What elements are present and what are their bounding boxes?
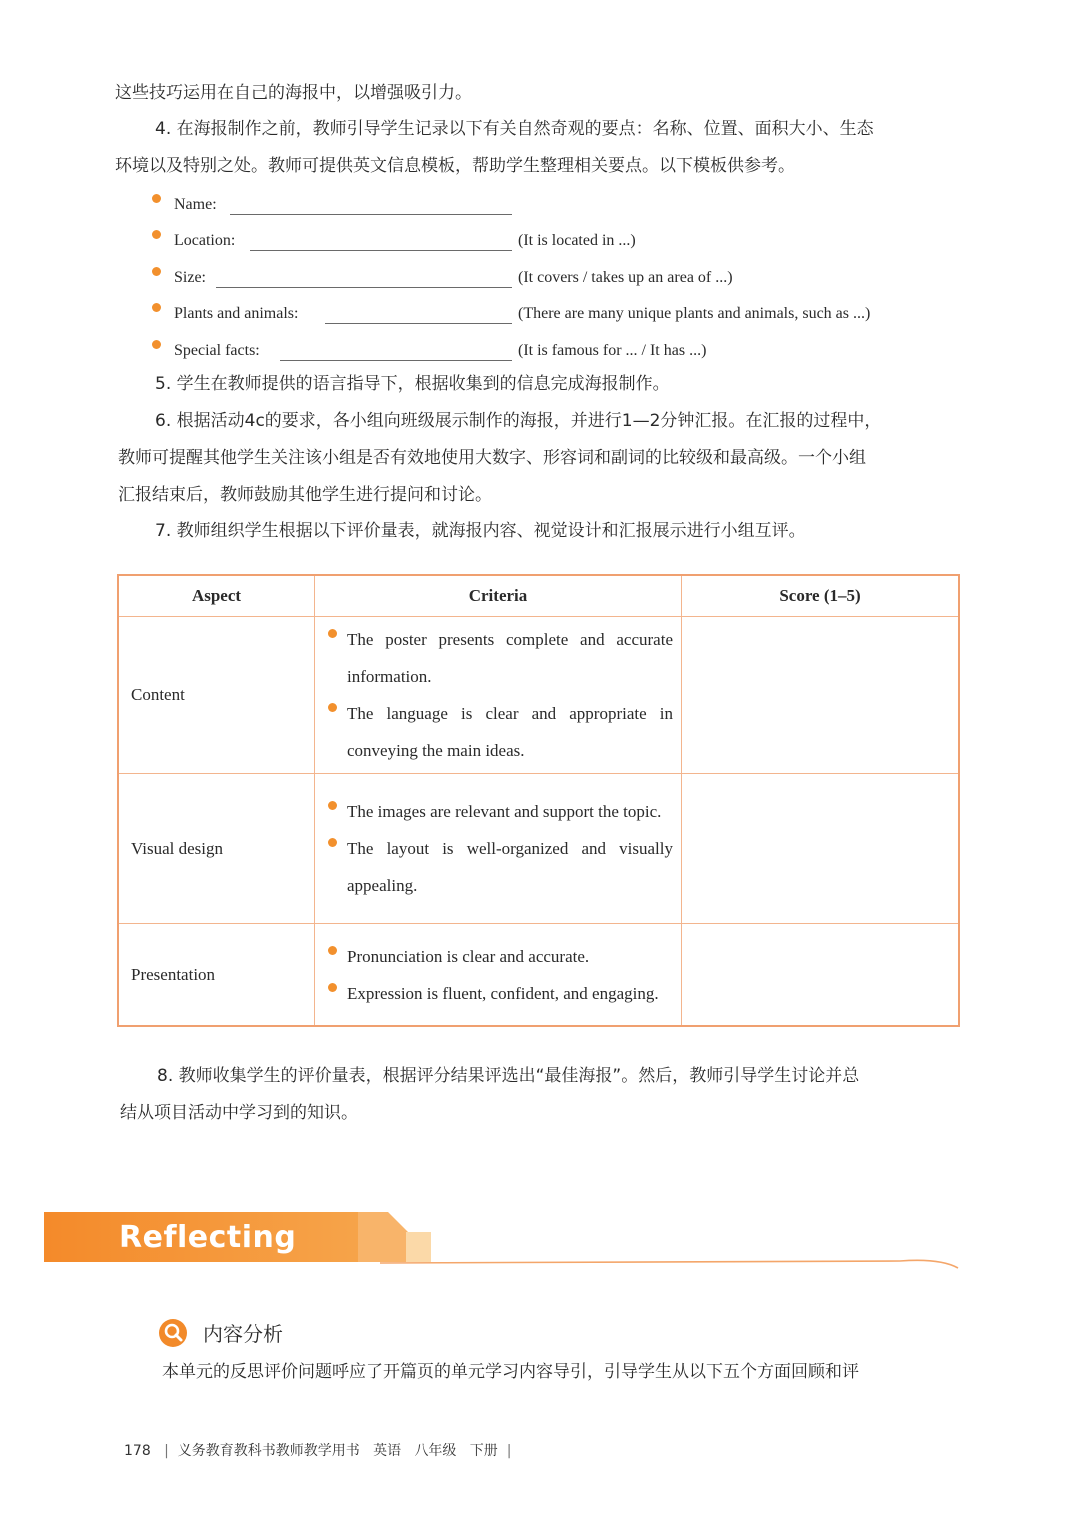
bullet-icon xyxy=(152,267,161,276)
score-cell xyxy=(682,617,959,774)
reflecting-section-banner xyxy=(44,1212,387,1262)
step-6-line-1: 6. 根据活动4c的要求，各小组向班级展示制作的海报，并进行1—2分钟汇报。在汇报的过程中， xyxy=(155,411,882,431)
criteria-item xyxy=(323,975,673,1012)
step-6-line-3: 汇报结束后，教师鼓励其他学生进行提问和讨论。 xyxy=(118,485,492,505)
step-5: 5. 学生在教师提供的语言指导下，根据收集到的信息完成海报制作。 xyxy=(155,374,670,394)
table-header-row xyxy=(119,576,958,617)
bullet-icon xyxy=(152,340,161,349)
step-8-line-2: 结从项目活动中学习到的知识。 xyxy=(120,1103,358,1123)
table-row xyxy=(119,924,958,1026)
blank-line xyxy=(230,214,512,215)
evaluation-rubric-table xyxy=(117,574,960,1027)
bullet-icon xyxy=(152,303,161,312)
criteria-item xyxy=(323,793,673,830)
step-6-line-2: 教师可提醒其他学生关注该小组是否有效地使用大数字、形容词和副词的比较级和最高级。一个小组 xyxy=(118,448,866,468)
template-label: Location: xyxy=(174,232,236,249)
criteria-item xyxy=(323,830,673,904)
criteria-text: Pronunciation is clear and accurate. xyxy=(347,946,590,966)
bullet-icon xyxy=(328,703,337,712)
page-number: 178 xyxy=(124,1443,151,1459)
criteria-text: The language is clear and appropriate in conveying the main ideas. xyxy=(347,704,673,760)
banner-divider-line xyxy=(380,1250,970,1272)
table-row xyxy=(119,617,958,774)
criteria-cell xyxy=(315,774,682,924)
template-label: Plants and animals: xyxy=(174,305,299,322)
footer-grade: 八年级 xyxy=(414,1443,457,1459)
criteria-item xyxy=(323,621,673,695)
footer-volume: 下册 xyxy=(469,1443,498,1459)
criteria-cell xyxy=(315,617,682,774)
template-hint: (It is located in ...) xyxy=(518,232,636,249)
column-header-aspect: Aspect xyxy=(119,576,315,617)
bullet-icon xyxy=(328,629,337,638)
criteria-text: The layout is well-organized and visually appealing. xyxy=(347,839,673,895)
section-banner-title: Reflecting xyxy=(119,1220,297,1255)
template-item-plants-animals xyxy=(152,303,972,339)
aspect-cell: Content xyxy=(119,617,315,774)
step-4-line-2: 环境以及特别之处。教师可提供英文信息模板，帮助学生整理相关要点。以下模板供参考。 xyxy=(115,156,795,176)
bullet-icon xyxy=(328,946,337,955)
template-hint: (It is famous for ... / It has ...) xyxy=(518,342,707,359)
bullet-icon xyxy=(328,801,337,810)
bullet-icon xyxy=(152,194,161,203)
column-header-criteria: Criteria xyxy=(315,576,682,617)
table-row xyxy=(119,774,958,924)
column-header-score: Score (1–5) xyxy=(682,576,959,617)
template-hint: (It covers / takes up an area of ...) xyxy=(518,269,733,286)
score-cell xyxy=(682,924,959,1026)
template-item-location xyxy=(152,230,972,266)
blank-line xyxy=(216,287,512,288)
template-item-size xyxy=(152,267,972,303)
criteria-item xyxy=(323,938,673,975)
blank-line xyxy=(280,360,512,361)
criteria-text: The images are relevant and support the topic. xyxy=(347,802,662,821)
page-footer: 178 | 义务教育教科书教师教学用书 英语 八年级 下册 | xyxy=(124,1443,512,1459)
aspect-cell: Visual design xyxy=(119,774,315,924)
magnifier-icon xyxy=(158,1318,188,1348)
footer-book-title: 义务教育教科书教师教学用书 xyxy=(177,1443,360,1459)
criteria-text: The poster presents complete and accurate information. xyxy=(347,630,673,686)
bullet-icon xyxy=(152,230,161,239)
bullet-icon xyxy=(328,983,337,992)
template-label: Size: xyxy=(174,269,206,286)
template-label: Special facts: xyxy=(174,342,260,359)
content-analysis-title: 内容分析 xyxy=(203,1322,283,1346)
aspect-cell: Presentation xyxy=(119,924,315,1026)
intro-paragraph: 这些技巧运用在自己的海报中，以增强吸引力。 xyxy=(115,83,472,103)
step-7: 7. 教师组织学生根据以下评价量表，就海报内容、视觉设计和汇报展示进行小组互评。 xyxy=(155,521,806,541)
criteria-cell xyxy=(315,924,682,1026)
blank-line xyxy=(325,323,512,324)
bullet-icon xyxy=(328,838,337,847)
content-analysis-text: 本单元的反思评价问题呼应了开篇页的单元学习内容导引，引导学生从以下五个方面回顾和评 xyxy=(162,1362,859,1382)
score-cell xyxy=(682,774,959,924)
blank-line xyxy=(250,250,512,251)
step-4-line-1: 4. 在海报制作之前，教师引导学生记录以下有关自然奇观的要点：名称、位置、面积大小、生态 xyxy=(155,119,874,139)
footer-subject: 英语 xyxy=(373,1443,402,1459)
criteria-item xyxy=(323,695,673,769)
template-label: Name: xyxy=(174,196,217,213)
criteria-text: Expression is fluent, confident, and engaging. xyxy=(347,983,659,1003)
template-hint: (There are many unique plants and animals, such as ...) xyxy=(518,305,871,322)
step-8-line-1: 8. 教师收集学生的评价量表，根据评分结果评选出“最佳海报”。然后，教师引导学生讨论并总 xyxy=(157,1066,860,1086)
template-item-name xyxy=(152,194,972,230)
